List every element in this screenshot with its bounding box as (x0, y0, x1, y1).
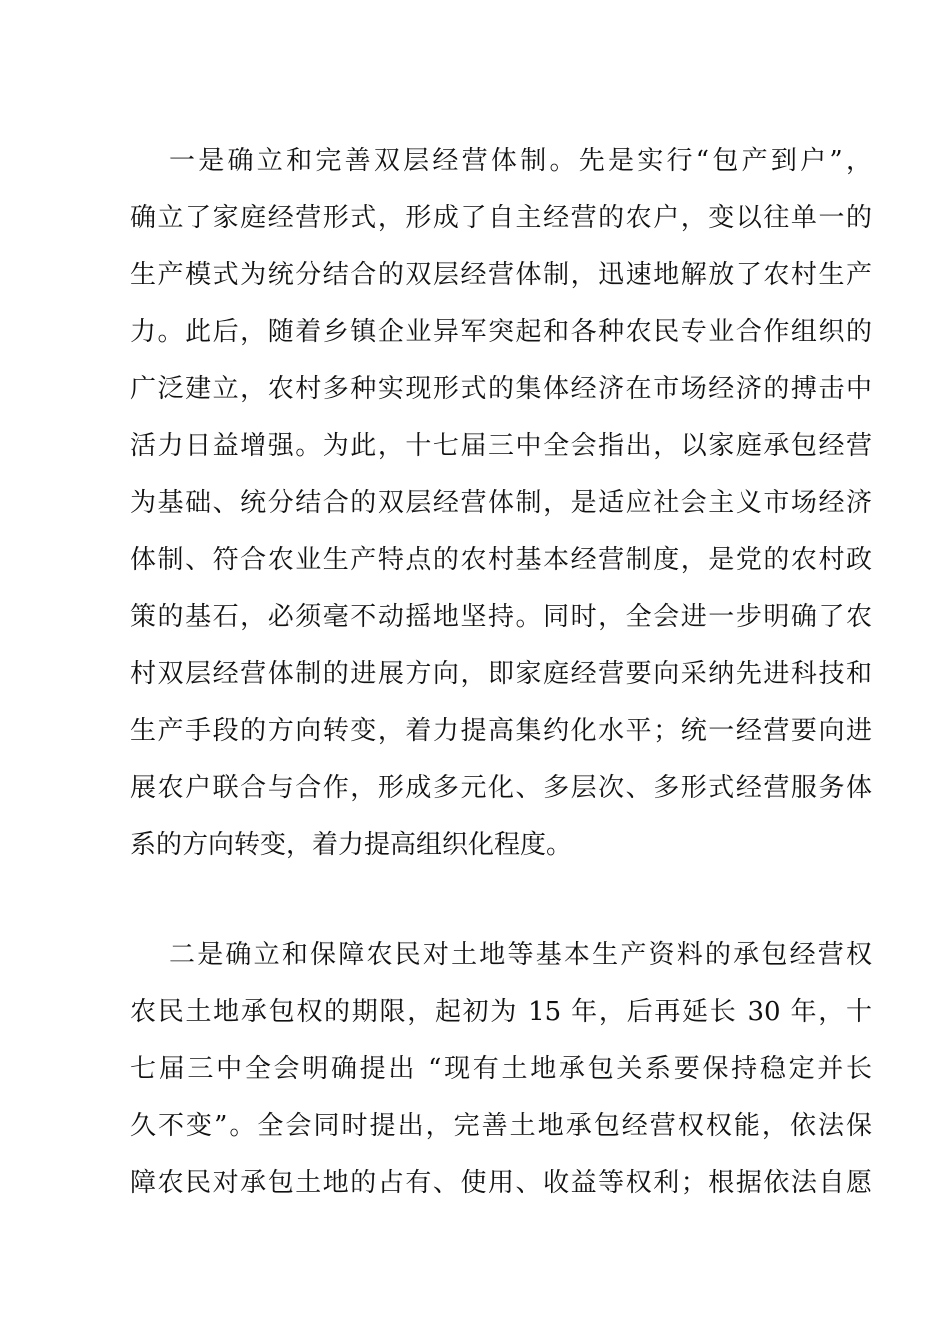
text-line: 二是确立和保障农民对土地等基本生产资料的承包经营权 (169, 940, 872, 970)
paragraph-2 (130, 927, 872, 1212)
text-line: 村双层经营体制的进展方向，即家庭经营要向采纳先进科技和 (130, 659, 872, 689)
text-line: 障农民对承包土地的占有、使用、收益等权利；根据依法自愿 (130, 1168, 872, 1198)
text-line: 生产手段的方向转变，着力提高集约化水平；统一经营要向进 (130, 716, 872, 746)
text-line: 活力日益增强。为此，十七届三中全会指出，以家庭承包经营 (130, 431, 872, 461)
text-line: 广泛建立，农村多种实现形式的集体经济在市场经济的搏击中 (130, 374, 872, 404)
text-line: 确立了家庭经营形式，形成了自主经营的农户，变以往单一的 (130, 203, 872, 233)
text-line: 展农户联合与合作，形成多元化、多层次、多形式经营服务体 (130, 773, 872, 803)
text-line: 体制、符合农业生产特点的农村基本经营制度，是党的农村政 (130, 545, 872, 575)
paragraph-1 (130, 133, 872, 874)
text-line: 七届三中全会明确提出 “现有土地承包关系要保持稳定并长 (130, 1054, 872, 1084)
text-line: 生产模式为统分结合的双层经营体制，迅速地解放了农村生产 (130, 260, 872, 290)
text-line: 为基础、统分结合的双层经营体制，是适应社会主义市场经济 (130, 488, 872, 518)
text-line: 农民土地承包权的期限，起初为 15 年，后再延长 30 年，十 (130, 997, 872, 1027)
text-line: 一是确立和完善双层经营体制。先是实行“包产到户”， (169, 146, 872, 176)
text-line: 久不变”。全会同时提出，完善土地承包经营权权能，依法保 (130, 1111, 872, 1141)
text-line: 力。此后，随着乡镇企业异军突起和各种农民专业合作组织的 (130, 317, 872, 347)
text-line: 策的基石，必须毫不动摇地坚持。同时，全会进一步明确了农 (130, 602, 872, 632)
text-line: 系的方向转变，着力提高组织化程度。 (130, 830, 573, 860)
